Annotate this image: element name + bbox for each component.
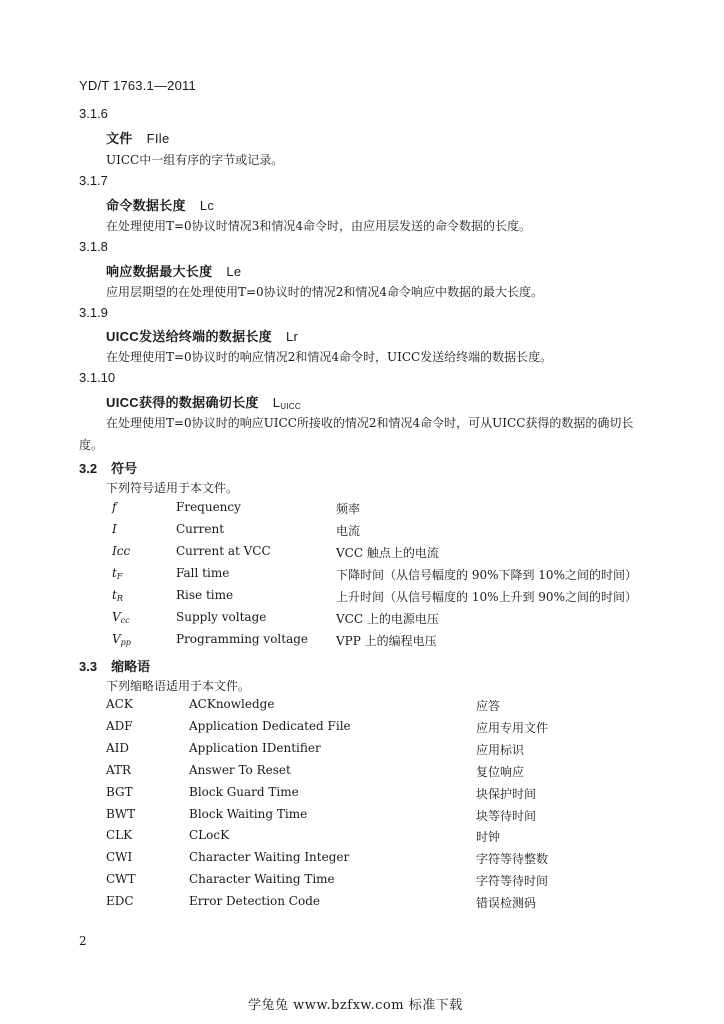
- footer-watermark: 学兔兔 www.bzfxw.com 标准下载: [248, 998, 463, 1013]
- term-abbr: Lc: [199, 198, 215, 213]
- term-name: UICC发送给终端的数据长度: [106, 329, 272, 344]
- symbol-english: Current at VCC: [176, 544, 271, 558]
- abbreviation-english: Character Waiting Time: [189, 872, 335, 886]
- symbol-text: t: [112, 588, 117, 602]
- term-name: 文件: [106, 131, 133, 146]
- symbol-subscript: R: [116, 594, 123, 603]
- symbol-cell: [112, 632, 131, 647]
- section-heading-symbols: [79, 458, 137, 477]
- symbol-row: [0, 566, 724, 588]
- term-abbr-main: L: [272, 395, 281, 410]
- abbreviation-chinese: 字符等待时间: [476, 874, 549, 888]
- term-abbr: FIle: [146, 131, 170, 146]
- term-name: UICC获得的数据确切长度: [106, 395, 259, 410]
- abbreviation-code: BGT: [106, 785, 133, 799]
- abbreviation-chinese: 块等待时间: [476, 809, 537, 823]
- abbreviation-chinese: 复位响应: [476, 765, 525, 779]
- symbol-english: Rise time: [176, 588, 234, 602]
- section-number: 3.1.7: [79, 173, 108, 188]
- term-abbr: Lr: [285, 329, 299, 344]
- abbreviation-row: [0, 741, 724, 763]
- abbreviation-english: Block Guard Time: [189, 785, 299, 799]
- abbreviation-row: [0, 763, 724, 785]
- symbol-text: I: [112, 522, 117, 536]
- symbol-row: [0, 610, 724, 632]
- symbol-english: Programming voltage: [176, 632, 309, 646]
- symbol-row: [0, 588, 724, 610]
- term-heading: [106, 392, 301, 411]
- symbol-chinese: 下降时间（从信号幅度的 90%下降到 10%之间的时间）: [336, 568, 637, 582]
- symbol-chinese: 频率: [336, 502, 361, 516]
- term-name: 命令数据长度: [106, 198, 186, 213]
- abbreviation-row: [0, 785, 724, 807]
- abbreviation-english: Error Detection Code: [189, 894, 320, 908]
- symbol-chinese: VCC 触点上的电流: [336, 546, 439, 560]
- term-heading: [106, 128, 169, 147]
- symbols-intro: 下列符号适用于本文件。: [106, 481, 239, 495]
- symbol-cell: [112, 522, 117, 537]
- symbol-chinese: 电流: [336, 524, 361, 538]
- symbol-chinese: VPP 上的编程电压: [336, 634, 437, 648]
- symbol-english: Current: [176, 522, 225, 536]
- term-definition-continuation: 度。: [79, 438, 104, 452]
- section-heading-title: 符号: [111, 461, 138, 476]
- abbreviation-code: CWI: [106, 850, 133, 864]
- term-definition: 在处理使用T=0协议时的响应情况2和情况4命令时，UICC发送给终端的数据长度。: [106, 350, 553, 364]
- section-number: 3.1.9: [79, 305, 108, 320]
- symbol-subscript: F: [116, 572, 123, 581]
- abbreviation-code: EDC: [106, 894, 134, 908]
- symbol-cell: [112, 610, 130, 625]
- symbol-text: t: [112, 566, 117, 580]
- section-number: 3.1.10: [79, 370, 116, 385]
- symbol-english: Frequency: [176, 500, 241, 514]
- symbol-row: [0, 500, 724, 522]
- term-heading: [106, 326, 298, 345]
- symbol-row: [0, 544, 724, 566]
- symbol-subscript: cc: [120, 616, 130, 625]
- abbreviation-chinese: 时钟: [476, 830, 501, 844]
- abbreviation-english: ACKnowledge: [189, 697, 275, 711]
- term-abbr-subscript: UICC: [280, 402, 301, 411]
- term-definition: 应用层期望的在处理使用T=0协议时的情况2和情况4命令响应中数据的最大长度。: [106, 285, 543, 299]
- symbol-cell: [112, 500, 116, 515]
- abbreviation-row: [0, 894, 724, 916]
- abbreviations-intro: 下列缩略语适用于本文件。: [106, 679, 251, 693]
- abbreviation-code: CWT: [106, 872, 136, 886]
- abbreviation-chinese: 应答: [476, 699, 501, 713]
- abbreviation-english: Block Waiting Time: [189, 807, 308, 821]
- symbol-text: V: [112, 632, 121, 646]
- term-definition: UICC中一组有序的字节或记录。: [106, 153, 284, 167]
- term-heading: [106, 195, 214, 214]
- abbreviation-row: [0, 872, 724, 894]
- abbreviation-row: [0, 850, 724, 872]
- abbreviation-english: Application IDentifier: [189, 741, 321, 755]
- section-number: 3.1.6: [79, 106, 108, 121]
- abbreviation-code: ATR: [106, 763, 132, 777]
- section-heading-title: 缩略语: [111, 659, 151, 674]
- abbreviation-code: CLK: [106, 828, 133, 842]
- symbol-text: V: [112, 610, 121, 624]
- symbol-row: [0, 632, 724, 654]
- abbreviation-row: [0, 807, 724, 829]
- abbreviation-english: CLocK: [189, 828, 230, 842]
- symbol-cell: [112, 544, 130, 559]
- symbol-subscript: pp: [120, 638, 131, 647]
- page-number: 2: [79, 934, 87, 948]
- abbreviation-row: [0, 828, 724, 850]
- abbreviation-row: [0, 719, 724, 741]
- term-definition-line: 在处理使用T=0协议时的响应UICC所接收的情况2和情况4命令时，可从UICC获得的数据的确切长: [106, 416, 634, 430]
- abbreviation-english: Answer To Reset: [189, 763, 291, 777]
- term-definition: 在处理使用T=0协议时情况3和情况4命令时，由应用层发送的命令数据的长度。: [106, 219, 531, 233]
- symbol-text: f: [112, 500, 117, 514]
- abbreviation-code: ACK: [106, 697, 133, 711]
- abbreviation-chinese: 错误检测码: [476, 896, 537, 910]
- symbol-row: [0, 522, 724, 544]
- term-name: 响应数据最大长度: [106, 264, 213, 279]
- section-heading-number: 3.2: [79, 461, 98, 476]
- symbol-cell: [112, 588, 123, 603]
- abbreviation-chinese: 应用标识: [476, 743, 525, 757]
- symbol-english: Supply voltage: [176, 610, 267, 624]
- term-heading: [106, 261, 241, 280]
- symbol-chinese: 上升时间（从信号幅度的 10%上升到 90%之间的时间）: [336, 590, 637, 604]
- section-heading-abbreviations: [79, 656, 150, 675]
- symbol-cell: [112, 566, 122, 581]
- abbreviation-code: BWT: [106, 807, 136, 821]
- term-abbr: Le: [226, 264, 242, 279]
- abbreviation-code: ADF: [106, 719, 133, 733]
- document-code: YD/T 1763.1—2011: [79, 78, 196, 93]
- symbol-chinese: VCC 上的电源电压: [336, 612, 439, 626]
- term-abbr: [273, 395, 301, 410]
- section-heading-number: 3.3: [79, 659, 98, 674]
- symbol-english: Fall time: [176, 566, 230, 580]
- abbreviation-english: Character Waiting Integer: [189, 850, 350, 864]
- abbreviation-row: [0, 697, 724, 719]
- abbreviation-chinese: 块保护时间: [476, 787, 537, 801]
- abbreviation-code: AID: [106, 741, 130, 755]
- abbreviation-chinese: 应用专用文件: [476, 721, 549, 735]
- abbreviation-chinese: 字符等待整数: [476, 852, 549, 866]
- abbreviation-english: Application Dedicated File: [189, 719, 351, 733]
- section-number: 3.1.8: [79, 239, 108, 254]
- symbol-text: Icc: [112, 544, 131, 558]
